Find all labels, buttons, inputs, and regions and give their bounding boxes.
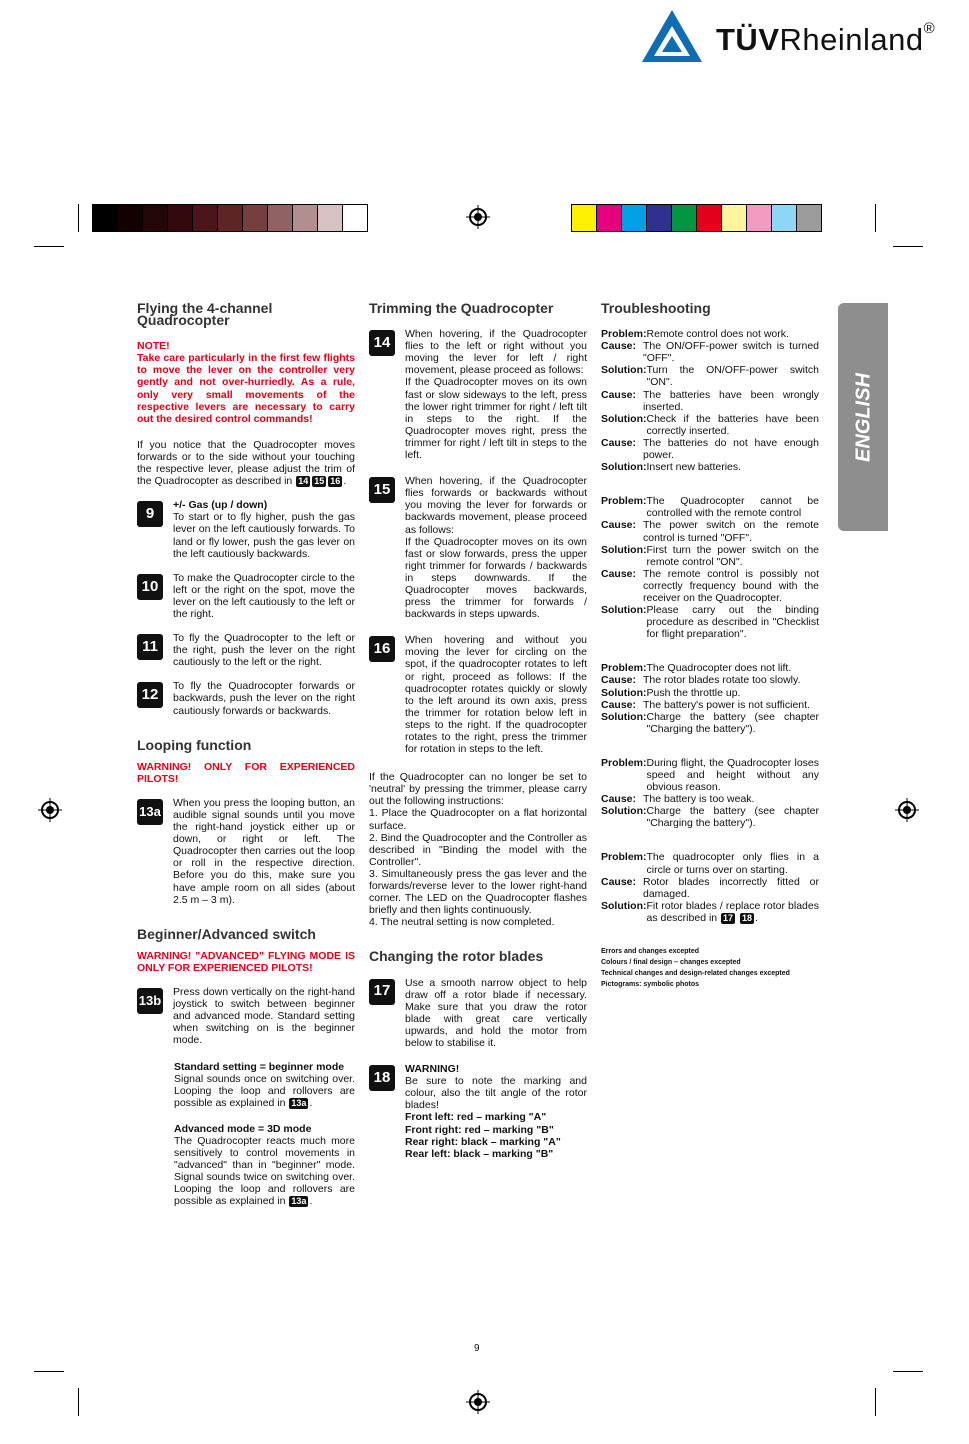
- step-text: To start or to fly higher, push the gas lever on the left cautiously forwards. To land or fly lower, push the gas lever on the left cautiously backwards.: [173, 511, 355, 560]
- troubleshooting-row: [601, 900, 819, 924]
- troubleshooting-label: Cause:: [601, 519, 637, 532]
- troubleshooting-label: Cause:: [601, 388, 637, 401]
- troubleshooting-value: [647, 662, 819, 674]
- troubleshooting-list: [601, 328, 819, 924]
- troubleshooting-row: [601, 389, 819, 413]
- troubleshooting-value-text: Fit rotor blades / replace rotor blades as described in: [646, 899, 819, 924]
- troubleshooting-row: [601, 876, 819, 900]
- footnotes: [601, 946, 819, 990]
- step-text: To fly the Quadrocopter forwards or backwards, push the lever on the right cautiously forwards or backwards.: [173, 680, 355, 717]
- troubleshooting-label: Cause:: [601, 698, 637, 711]
- color-swatch: [318, 205, 343, 231]
- troubleshooting-label: Solution:: [601, 364, 647, 377]
- troubleshooting-row: [601, 662, 819, 674]
- step-text: When you press the looping button, an audible signal sounds until you move the right-hand joystick either up or down, or right or left. The Quadrocopter then carries out the loop or roll in the respective direction. Before you do this, make sure you have ample room on all sides (about 2.5 m – 3 m).: [173, 796, 355, 906]
- color-swatch: [293, 205, 318, 231]
- color-swatch: [572, 205, 597, 231]
- crop-mark: [875, 204, 876, 232]
- page-number: 9: [474, 1343, 480, 1354]
- troubleshooting-label: Cause:: [601, 436, 637, 449]
- troubleshooting-value: [647, 364, 820, 388]
- troubleshooting-value-text: The remote control is possibly not correctly frequency bound with the receiver on the Quadrocopter.: [643, 567, 819, 604]
- troubleshooting-row: [601, 757, 819, 793]
- language-tab: [838, 303, 888, 531]
- troubleshooting-label: Problem:: [601, 328, 647, 341]
- color-swatch: [343, 205, 367, 231]
- step-badge: 15: [369, 477, 395, 503]
- crop-mark: [875, 1388, 876, 1416]
- step-text: Be sure to note the marking and colour, also the tilt angle of the rotor blades!: [405, 1075, 587, 1112]
- troubleshooting-block: [601, 662, 819, 735]
- troubleshooting-label: Solution:: [601, 710, 647, 723]
- ref-badge: 18: [741, 912, 752, 923]
- crop-mark: [34, 1371, 64, 1372]
- footnote: Pictograms: symbolic photos: [601, 981, 700, 989]
- troubleshooting-row: [601, 568, 819, 604]
- step-title: +/- Gas (up / down): [173, 499, 268, 512]
- troubleshooting-row: [601, 328, 819, 340]
- troubleshooting-value-text: The Quadrocopter does not lift.: [646, 662, 792, 675]
- ref-badge: 14: [298, 476, 309, 487]
- color-swatch: [193, 205, 218, 231]
- color-swatch: [647, 205, 672, 231]
- registration-mark-icon: [466, 205, 490, 229]
- ref-badge: 13a: [291, 1196, 307, 1207]
- step-badge: 9: [137, 501, 163, 527]
- troubleshooting-value: [643, 340, 819, 364]
- troubleshooting-value: [643, 519, 819, 543]
- troubleshooting-label: Problem:: [601, 756, 647, 769]
- crop-mark: [893, 1371, 923, 1372]
- step-text: When hovering, if the Quadrocopter flies to the left or right without you moving the lever for left / right movement, please proceed as follows: If the Quadrocopter moves on its own fast or slow sideways to the left, press the lower right trimmer for right / left tilt in steps to the right. If the Quadrocopter moves right, press the trimmer for right / left tilt in steps to the left.: [405, 328, 587, 462]
- section-title-trimming: Trimming the Quadrocopter: [369, 300, 554, 316]
- troubleshooting-label: Cause:: [601, 875, 637, 888]
- standard-mode-text: Signal sounds once on switching over. Looping the loop and rollovers are possible as explained in: [174, 1072, 355, 1109]
- step-17: [369, 977, 587, 1050]
- troubleshooting-label: Problem:: [601, 662, 647, 675]
- column-flying: [137, 302, 355, 1208]
- step-badge: 11: [137, 634, 163, 660]
- troubleshooting-value-text: The Quadrocopter cannot be controlled with the remote control: [646, 495, 819, 520]
- troubleshooting-label: Solution:: [601, 805, 647, 818]
- list-item: 1. Place the Quadrocopter on a flat horizontal surface.: [369, 807, 587, 832]
- troubleshooting-row: [601, 699, 819, 711]
- troubleshooting-value-text: Push the throttle up.: [646, 686, 741, 699]
- ref-badge: 15: [314, 476, 325, 487]
- troubleshooting-label: Cause:: [601, 793, 637, 806]
- section-title-looping: Looping function: [137, 736, 252, 753]
- troubleshooting-value-text: First turn the power switch on the remote control "ON".: [646, 543, 819, 568]
- step-title: WARNING!: [405, 1063, 460, 1076]
- troubleshooting-value: [643, 674, 819, 686]
- crop-mark: [78, 204, 79, 232]
- troubleshooting-row: [601, 364, 819, 388]
- crop-mark: [78, 1388, 79, 1416]
- troubleshooting-label: Solution:: [601, 543, 647, 556]
- troubleshooting-value-text: The power switch on the remote control is turned "OFF".: [643, 519, 819, 544]
- troubleshooting-block: [601, 757, 819, 830]
- troubleshooting-row: [601, 793, 819, 805]
- troubleshooting-value-text: Check if the batteries have been correctly inserted.: [646, 412, 819, 437]
- column-troubleshooting: [601, 302, 819, 990]
- troubleshooting-value: [647, 413, 820, 437]
- step-badge: 12: [137, 682, 163, 708]
- color-swatch: [268, 205, 293, 231]
- step-text: To fly the Quadrocopter to the left or the right, push the lever on the right cautiously to the left or the right.: [173, 632, 355, 669]
- step-9: [137, 499, 355, 559]
- color-swatch: [672, 205, 697, 231]
- step-13b: [137, 986, 355, 1046]
- step-text: When hovering, if the Quadrocopter flies forwards or backwards without you moving the lever for forwards or backwards movement, please proceed as follows: If the Quadrocopter moves on its own fast or slow forwards, press the upper right trimmer for forwards / backwards in steps downwards. If the Quadrocopter moves backwards, press the trimmer for forwards / backwards in steps upwards.: [405, 475, 587, 621]
- note-box: [137, 340, 355, 425]
- step-badge: 10: [137, 574, 163, 600]
- crop-mark: [34, 246, 64, 247]
- troubleshooting-row: [601, 711, 819, 735]
- footnote: Technical changes and design-related changes excepted: [601, 970, 790, 978]
- troubleshooting-row: [601, 544, 819, 568]
- tuv-triangle-icon: [640, 8, 704, 64]
- color-swatch: [243, 205, 268, 231]
- troubleshooting-value: [643, 793, 819, 805]
- marking-line: Front left: red – marking "A": [405, 1111, 547, 1124]
- logo-wordmark: TÜVRheinland®: [716, 20, 936, 57]
- section-title-flying: Flying the 4-channel Quadrocopter: [137, 300, 273, 329]
- troubleshooting-value-text: The batteries have been wrongly inserted.: [643, 388, 819, 413]
- color-swatch: [218, 205, 243, 231]
- note-text: Take care particularly in the first few flights to move the lever on the controller very gently and not over-hurriedly. As a rule, only very small movements of the respective levers are necessary to carry out the desired control commands!: [137, 352, 355, 425]
- color-swatch: [597, 205, 622, 231]
- list-item: 3. Simultaneously press the gas lever and the forwards/reverse lever to the lower right-hand corner. The LED on the Quadrocopter flashes briefly and then lights continuously.: [369, 867, 587, 917]
- footnote: Colours / final design – changes excepted: [601, 959, 741, 967]
- advanced-mode: Advanced mode = 3D mode The Quadrocopter reacts much more sensitively to control movements in "advanced" than in "beginner" mode. Signal sounds twice on switching over. Looping the loop and rollovers are possible as explained in 13a .: [174, 1122, 355, 1208]
- step-14: [369, 328, 587, 461]
- ref-badge: 16: [330, 476, 341, 487]
- section-title-switch: Beginner/Advanced switch: [137, 925, 316, 942]
- troubleshooting-value: [643, 389, 819, 413]
- troubleshooting-value-text: Turn the ON/OFF-power switch "ON".: [646, 364, 819, 389]
- troubleshooting-row: [601, 495, 819, 519]
- step-12: [137, 680, 355, 716]
- note-label: NOTE!: [137, 340, 170, 353]
- standard-mode: Standard setting = beginner mode Signal sounds once on switching over. Looping the loop and rollovers are possible as explained in 13a .: [174, 1060, 355, 1109]
- troubleshooting-row: [601, 413, 819, 437]
- tuv-rheinland-logo: [640, 8, 950, 68]
- troubleshooting-value-text: The battery is too weak.: [643, 793, 755, 806]
- color-calibration-strip: [571, 204, 822, 232]
- troubleshooting-label: Solution:: [601, 412, 647, 425]
- color-swatch: [747, 205, 772, 231]
- neutral-instructions: [369, 771, 587, 928]
- troubleshooting-value: Fit rotor blades / replace rotor blades as described in 17 18 .: [646, 899, 819, 924]
- grayscale-calibration-strip: [92, 204, 368, 232]
- color-swatch: [722, 205, 747, 231]
- marking-line: Front right: red – marking "B": [405, 1123, 554, 1136]
- color-swatch: [168, 205, 193, 231]
- troubleshooting-value: [647, 757, 819, 793]
- neutral-intro: If the Quadrocopter can no longer be set to 'neutral' by pressing the trimmer, please carry out the following instructions:: [369, 771, 587, 808]
- troubleshooting-value-text: The rotor blades rotate too slowly.: [643, 674, 801, 687]
- step-badge: 17: [369, 979, 395, 1005]
- section-title-rotor: Changing the rotor blades: [369, 948, 544, 965]
- color-swatch: [118, 205, 143, 231]
- step-badge: 18: [369, 1065, 395, 1091]
- troubleshooting-row: [601, 851, 819, 875]
- troubleshooting-value-text: Remote control does not work.: [646, 328, 789, 341]
- color-swatch: [697, 205, 722, 231]
- troubleshooting-row: [601, 687, 819, 699]
- troubleshooting-row: [601, 340, 819, 364]
- troubleshooting-value: [647, 851, 819, 875]
- color-swatch: [772, 205, 797, 231]
- troubleshooting-row: [601, 437, 819, 461]
- trim-intro-text: If you notice that the Quadrocopter moves forwards or to the side without your touching the respective lever, please adjust the trim of the Quadrocopter as described in: [137, 438, 355, 488]
- list-item: 2. Bind the Quadrocopter and the Controller as described in "Binding the model with the Controller".: [369, 831, 587, 868]
- step-text: When hovering and without you moving the lever for circling on the spot, if the quadrocopter rotates to left or right, proceed as follows: If the quadrocopter rotates quickly or slowly to the left around its own axis, press the trimmer for rotation below left in steps to the right. If the quadrocopter rotates to the right, press the trimmer for rotation in steps to the left.: [405, 634, 587, 756]
- troubleshooting-value: [647, 461, 820, 473]
- registration-mark-icon: [895, 798, 919, 822]
- step-10: [137, 572, 355, 620]
- troubleshooting-value-text: Please carry out the binding procedure as described in "Checklist for flight preparation".: [646, 604, 819, 641]
- footnote: Errors and changes excepted: [601, 948, 700, 956]
- ref-badge: 17: [723, 912, 734, 923]
- troubleshooting-value: [647, 687, 820, 699]
- troubleshooting-label: Solution:: [601, 461, 647, 474]
- color-swatch: [143, 205, 168, 231]
- troubleshooting-value-text: Rotor blades incorrectly fitted or damaged.: [643, 875, 819, 900]
- advanced-mode-title: Advanced mode = 3D mode: [174, 1122, 312, 1135]
- trim-intro: If you notice that the Quadrocopter moves forwards or to the side without your touching the respective lever, please adjust the trim of the Quadrocopter as described in 14 15 16 .: [137, 438, 355, 488]
- troubleshooting-value: [643, 437, 819, 461]
- troubleshooting-row: [601, 674, 819, 686]
- looping-warning: WARNING! ONLY FOR EXPERIENCED PILOTS!: [137, 760, 355, 785]
- troubleshooting-label: Cause:: [601, 674, 637, 687]
- troubleshooting-block: [601, 328, 819, 473]
- troubleshooting-value: [643, 876, 819, 900]
- troubleshooting-value-text: Insert new batteries.: [646, 461, 742, 474]
- troubleshooting-value: [647, 328, 819, 340]
- troubleshooting-label: Cause:: [601, 340, 637, 353]
- step-badge: 16: [369, 636, 395, 662]
- troubleshooting-value: [647, 711, 820, 735]
- color-swatch: [622, 205, 647, 231]
- troubleshooting-value: [647, 544, 820, 568]
- step-13a: [137, 797, 355, 906]
- troubleshooting-value-text: The batteries do not have enough power.: [643, 436, 819, 462]
- troubleshooting-row: [601, 519, 819, 543]
- troubleshooting-label: Solution:: [601, 899, 647, 912]
- advanced-mode-text: The Quadrocopter reacts much more sensitively to control movements in "advanced" than in "beginner" mode. Signal sounds twice on switching over. Looping the loop and rollovers are possible as explained in: [174, 1134, 355, 1208]
- troubleshooting-row: [601, 604, 819, 640]
- troubleshooting-block: [601, 495, 819, 640]
- troubleshooting-value-text: The battery's power is not sufficient.: [643, 698, 810, 711]
- troubleshooting-label: Cause:: [601, 567, 637, 580]
- step-badge: 14: [369, 330, 395, 356]
- step-16: [369, 634, 587, 755]
- section-title-troubleshooting: Troubleshooting: [601, 300, 711, 316]
- troubleshooting-value: [647, 805, 820, 829]
- step-text: Press down vertically on the right-hand joystick to switch between beginner and advanced mode. Standard setting when switching on is the beginner mode.: [173, 986, 355, 1047]
- troubleshooting-value: [647, 604, 820, 640]
- troubleshooting-value-text: The quadrocopter only flies in a circle or turns over on starting.: [646, 851, 819, 876]
- color-swatch: [797, 205, 821, 231]
- registration-mark-icon: [38, 798, 62, 822]
- step-11: [137, 632, 355, 668]
- troubleshooting-value: [643, 699, 819, 711]
- step-text: To make the Quadrocopter circle to the left or the right on the spot, move the lever on the left cautiously to the left or the right.: [173, 571, 355, 620]
- troubleshooting-label: Problem:: [601, 495, 647, 508]
- troubleshooting-row: [601, 805, 819, 829]
- column-trimming: [369, 302, 587, 1172]
- troubleshooting-label: Problem:: [601, 851, 647, 864]
- troubleshooting-value-text: The ON/OFF-power switch is turned "OFF".: [643, 340, 819, 365]
- list-item: 4. The neutral setting is now completed.: [369, 916, 555, 929]
- troubleshooting-value-text: During flight, the Quadrocopter loses speed and height without any obvious reason.: [646, 756, 819, 794]
- registration-mark-icon: [466, 1390, 490, 1414]
- crop-mark: [893, 246, 923, 247]
- language-tab-label: ENGLISH: [852, 373, 875, 463]
- troubleshooting-label: Solution:: [601, 686, 647, 699]
- troubleshooting-value-text: Charge the battery (see chapter "Charging the battery").: [646, 805, 819, 830]
- troubleshooting-label: Solution:: [601, 604, 647, 617]
- step-text: Use a smooth narrow object to help draw off a rotor blade if necessary. Make sure that you draw the rotor blade with great care vertically upwards, and hold the motor from below to stabilise it.: [405, 976, 587, 1049]
- step-badge: 13a: [137, 799, 163, 825]
- marking-line: Rear right: black – marking "A": [405, 1135, 561, 1148]
- color-swatch: [93, 205, 118, 231]
- switch-warning: WARNING! "ADVANCED" FLYING MODE IS ONLY FOR EXPERIENCED PILOTS!: [137, 949, 355, 974]
- step-badge: 13b: [137, 988, 163, 1014]
- troubleshooting-value-text: Charge the battery (see chapter "Charging the battery").: [646, 710, 819, 735]
- troubleshooting-value: [643, 568, 819, 604]
- step-15: [369, 475, 587, 620]
- ref-badge: 13a: [291, 1097, 307, 1108]
- troubleshooting-value: [647, 495, 819, 519]
- troubleshooting-block: [601, 851, 819, 924]
- troubleshooting-row: [601, 461, 819, 473]
- step-18: [369, 1063, 587, 1160]
- standard-mode-title: Standard setting = beginner mode: [174, 1060, 345, 1073]
- marking-line: Rear left: black – marking "B": [405, 1147, 554, 1160]
